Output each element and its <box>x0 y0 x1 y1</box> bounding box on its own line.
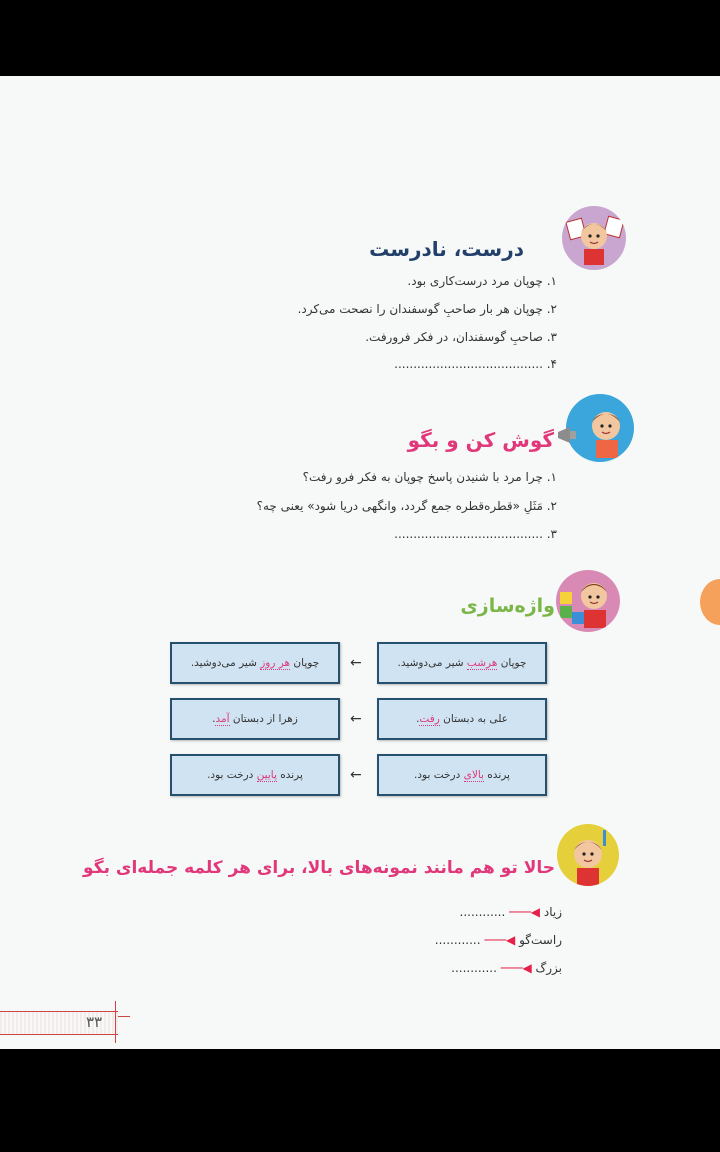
dots-1: ............ <box>459 905 506 919</box>
section4-title: حالا تو هم مانند نمونه‌های بالا، برای هر کلمه جمله‌ای بگو <box>83 858 555 878</box>
box-text: پرنده پایین درخت بود. <box>207 769 303 781</box>
fill-line-1 <box>460 905 562 919</box>
fill-line-2 <box>435 933 562 947</box>
book-page <box>0 76 720 1049</box>
section1-title: درست، نادرست <box>369 237 524 261</box>
section1-item-1: ۱. چوپان مرد درست‌کاری بود. <box>407 274 557 288</box>
dots-3: ............ <box>451 961 497 975</box>
section2-title: گوش کن و بگو <box>407 428 554 452</box>
arrow-2: ← <box>350 711 362 727</box>
page-edge-tab <box>700 579 720 625</box>
box-text: علی به دبستان رفت. <box>416 713 508 725</box>
example-box-right-1 <box>377 642 547 684</box>
section3-title: واژه‌سازی <box>460 595 555 617</box>
page-number-divider <box>115 1001 116 1043</box>
fill-line-3 <box>451 961 562 975</box>
page-number-divider-right <box>118 1016 130 1017</box>
arrow-1: ← <box>350 655 362 671</box>
section2-item-1: ۱. چرا مرد با شنیدن پاسخ چوپان به فکر فرو رفت؟ <box>302 470 557 484</box>
word-1: زیاد <box>543 905 562 919</box>
box-text: زهرا از دبستان آمد. <box>212 713 298 725</box>
child-thinking-icon <box>557 824 619 886</box>
section2-item-3: ۳. ....................................... <box>394 527 557 541</box>
word-3: بزرگ <box>535 961 562 975</box>
example-box-right-3 <box>377 754 547 796</box>
section1-item-4: ۴. ....................................... <box>394 357 557 371</box>
child-avatar-with-cards-icon <box>562 206 626 270</box>
example-box-right-2 <box>377 698 547 740</box>
example-box-left-2 <box>170 698 340 740</box>
example-box-left-1 <box>170 642 340 684</box>
dots-2: ............ <box>434 933 481 947</box>
arrow-3: ← <box>350 767 362 783</box>
red-arrow-icon: ◀─── <box>509 905 541 919</box>
box-text: چوپان هرشب شیر می‌دوشید. <box>397 657 527 669</box>
section2-item-2: ۲. مَثَلِ «قطره‌قطره جمع گردد، وانگهی دریا شود» یعنی چه؟ <box>256 499 557 513</box>
red-arrow-icon: ◀─── <box>500 961 532 975</box>
page-number: ۳۳ <box>86 1013 103 1031</box>
red-arrow-icon: ◀─── <box>484 933 516 947</box>
box-text: چوپان هر روز شیر می‌دوشید. <box>190 657 320 669</box>
example-box-left-3 <box>170 754 340 796</box>
box-text: پرنده بالای درخت بود. <box>414 769 510 781</box>
word-2: راست‌گو <box>519 933 562 947</box>
section1-item-3: ۳. صاحبِ گوسفندان، در فکر فرورفت. <box>365 330 557 344</box>
section1-item-2: ۲. چوپان هر بار صاحبِ گوسفندان را نصحت می‌کرد. <box>297 302 557 316</box>
megaphone-icon <box>556 426 580 444</box>
child-with-blocks-icon <box>556 570 620 632</box>
